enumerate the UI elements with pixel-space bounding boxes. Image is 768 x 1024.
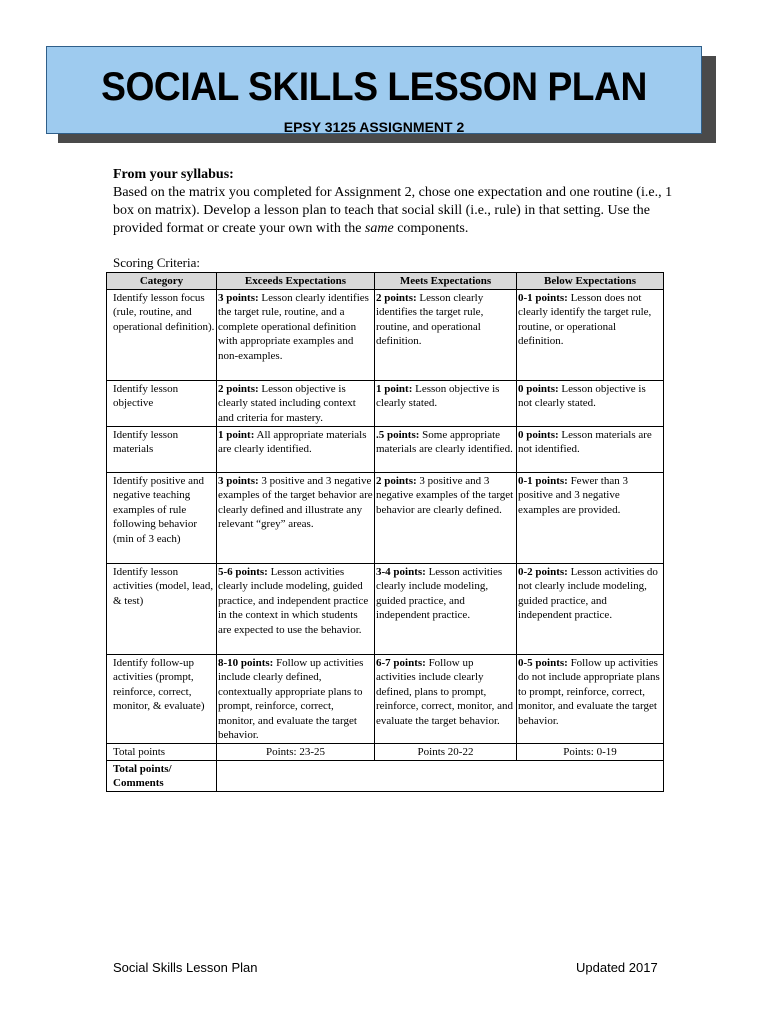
exceeds-cell <box>217 426 375 472</box>
syllabus-intro <box>113 166 673 238</box>
intro-paragraph <box>113 184 673 238</box>
criteria-text: Lesson objective is clearly stated including context and criteria for mastery. <box>218 382 356 424</box>
footer-updated: Updated 2017 <box>576 960 658 975</box>
criteria-text: Lesson objective is clearly stated. <box>376 382 500 409</box>
meets-cell <box>375 472 517 563</box>
below-cell <box>517 289 664 380</box>
points-label: 1 point: <box>376 382 413 395</box>
criteria-text: Follow up activities include clearly defined, contextually appropriate plans to prompt, reinforce, correct, monitor, and evaluate the target behavior. <box>218 656 364 741</box>
category-cell: Identify follow-up activities (prompt, reinforce, correct, monitor, & evaluate) <box>107 654 217 743</box>
below-cell <box>517 472 664 563</box>
footer-document-name: Social Skills Lesson Plan <box>113 960 258 975</box>
meets-total: Points 20-22 <box>375 743 517 760</box>
points-label: 5-6 points: <box>218 565 268 578</box>
scoring-rubric-table <box>106 272 664 792</box>
meets-cell <box>375 380 517 426</box>
below-total: Points: 0-19 <box>517 743 664 760</box>
criteria-text: Follow up activities include clearly defined, plans to prompt, reinforce, correct, monitor, and evaluate the target behavior. <box>376 656 513 727</box>
exceeds-cell <box>217 380 375 426</box>
comments-cell <box>217 760 664 791</box>
points-label: 6-7 points: <box>376 656 426 669</box>
exceeds-total: Points: 23-25 <box>217 743 375 760</box>
category-cell: Identify lesson objective <box>107 380 217 426</box>
points-label: 0-2 points: <box>518 565 568 578</box>
table-row <box>107 426 664 472</box>
below-cell <box>517 654 664 743</box>
meets-cell <box>375 654 517 743</box>
meets-cell <box>375 426 517 472</box>
criteria-text: Lesson activities do not clearly include modeling, guided practice, and independent practice. <box>518 565 658 621</box>
table-row <box>107 563 664 654</box>
table-row <box>107 654 664 743</box>
comments-row <box>107 760 664 791</box>
page-title: SOCIAL SKILLS LESSON PLAN <box>101 65 647 109</box>
category-cell: Identify lesson activities (model, lead, & test) <box>107 563 217 654</box>
column-header: Meets Expectations <box>375 273 517 290</box>
intro-text-end: components. <box>393 221 469 236</box>
comments-label: Total points/ Comments <box>107 760 217 791</box>
column-header: Below Expectations <box>517 273 664 290</box>
criteria-text: Some appropriate materials are clearly identified. <box>376 428 513 455</box>
criteria-text: Lesson clearly identifies the target rule, routine, and operational definition. <box>376 291 484 347</box>
criteria-text: 3 positive and 3 negative examples of the target behavior are clearly defined and illustrate any relevant “grey” areas. <box>218 474 373 530</box>
below-cell <box>517 563 664 654</box>
points-label: 0-1 points: <box>518 291 568 304</box>
table-header-row <box>107 273 664 290</box>
intro-text: Based on the matrix you completed for Assignment 2, chose one expectation and one routine (i.e., 1 box on matrix). Develop a lesson plan to teach that social skill (i.e., rule) in that setting. Use the provided format or create your own with the <box>113 185 673 236</box>
column-header: Category <box>107 273 217 290</box>
criteria-text: Lesson activities clearly include modeling, guided practice, and independent practice in the context in which students are expected to use the behavior. <box>218 565 369 636</box>
meets-cell <box>375 563 517 654</box>
points-label: 0-1 points: <box>518 474 568 487</box>
points-label: 3-4 points: <box>376 565 426 578</box>
scoring-criteria-label: Scoring Criteria: <box>113 255 201 270</box>
points-label: 3 points: <box>218 474 259 487</box>
intro-emphasis: same <box>364 221 394 236</box>
criteria-text: Lesson objective is not clearly stated. <box>518 382 646 409</box>
points-label: .5 points: <box>376 428 420 441</box>
page-subtitle: EPSY 3125 ASSIGNMENT 2 <box>283 119 465 135</box>
exceeds-cell <box>217 289 375 380</box>
points-label: 2 points: <box>376 291 417 304</box>
exceeds-cell <box>217 563 375 654</box>
table-row <box>107 289 664 380</box>
criteria-text: Lesson clearly identifies the target rule, routine, and a complete operational definition with appropriate examples and non-examples. <box>218 291 369 362</box>
title-banner <box>46 46 702 134</box>
points-label: 0 points: <box>518 382 559 395</box>
column-header: Exceeds Expectations <box>217 273 375 290</box>
category-cell: Identify lesson materials <box>107 426 217 472</box>
criteria-text: All appropriate materials are clearly identified. <box>218 428 367 455</box>
total-points-row <box>107 743 664 760</box>
points-label: 0 points: <box>518 428 559 441</box>
exceeds-cell <box>217 472 375 563</box>
intro-heading: From your syllabus: <box>113 167 234 182</box>
points-label: 2 points: <box>376 474 417 487</box>
meets-cell <box>375 289 517 380</box>
criteria-text: Lesson does not clearly identify the target rule, routine, or operational definition. <box>518 291 652 347</box>
points-label: 3 points: <box>218 291 259 304</box>
criteria-text: Lesson materials are not identified. <box>518 428 652 455</box>
table-row <box>107 472 664 563</box>
criteria-text: 3 positive and 3 negative examples of the target behavior are clearly defined. <box>376 474 514 516</box>
points-label: 2 points: <box>218 382 259 395</box>
criteria-text: Lesson activities clearly include modeling, guided practice, and independent practice. <box>376 565 503 621</box>
below-cell <box>517 380 664 426</box>
criteria-text: Follow up activities do not include appropriate plans to prompt, reinforce, correct, monitor, and evaluate the target behavior. <box>518 656 660 727</box>
points-label: 1 point: <box>218 428 255 441</box>
table-row <box>107 380 664 426</box>
points-label: 8-10 points: <box>218 656 274 669</box>
category-cell: Identify positive and negative teaching examples of rule following behavior (min of 3 each) <box>107 472 217 563</box>
category-cell: Identify lesson focus (rule, routine, and operational definition). <box>107 289 217 380</box>
criteria-text: Fewer than 3 positive and 3 negative examples are provided. <box>518 474 628 516</box>
total-points-label: Total points <box>107 743 217 760</box>
below-cell <box>517 426 664 472</box>
exceeds-cell <box>217 654 375 743</box>
points-label: 0-5 points: <box>518 656 568 669</box>
